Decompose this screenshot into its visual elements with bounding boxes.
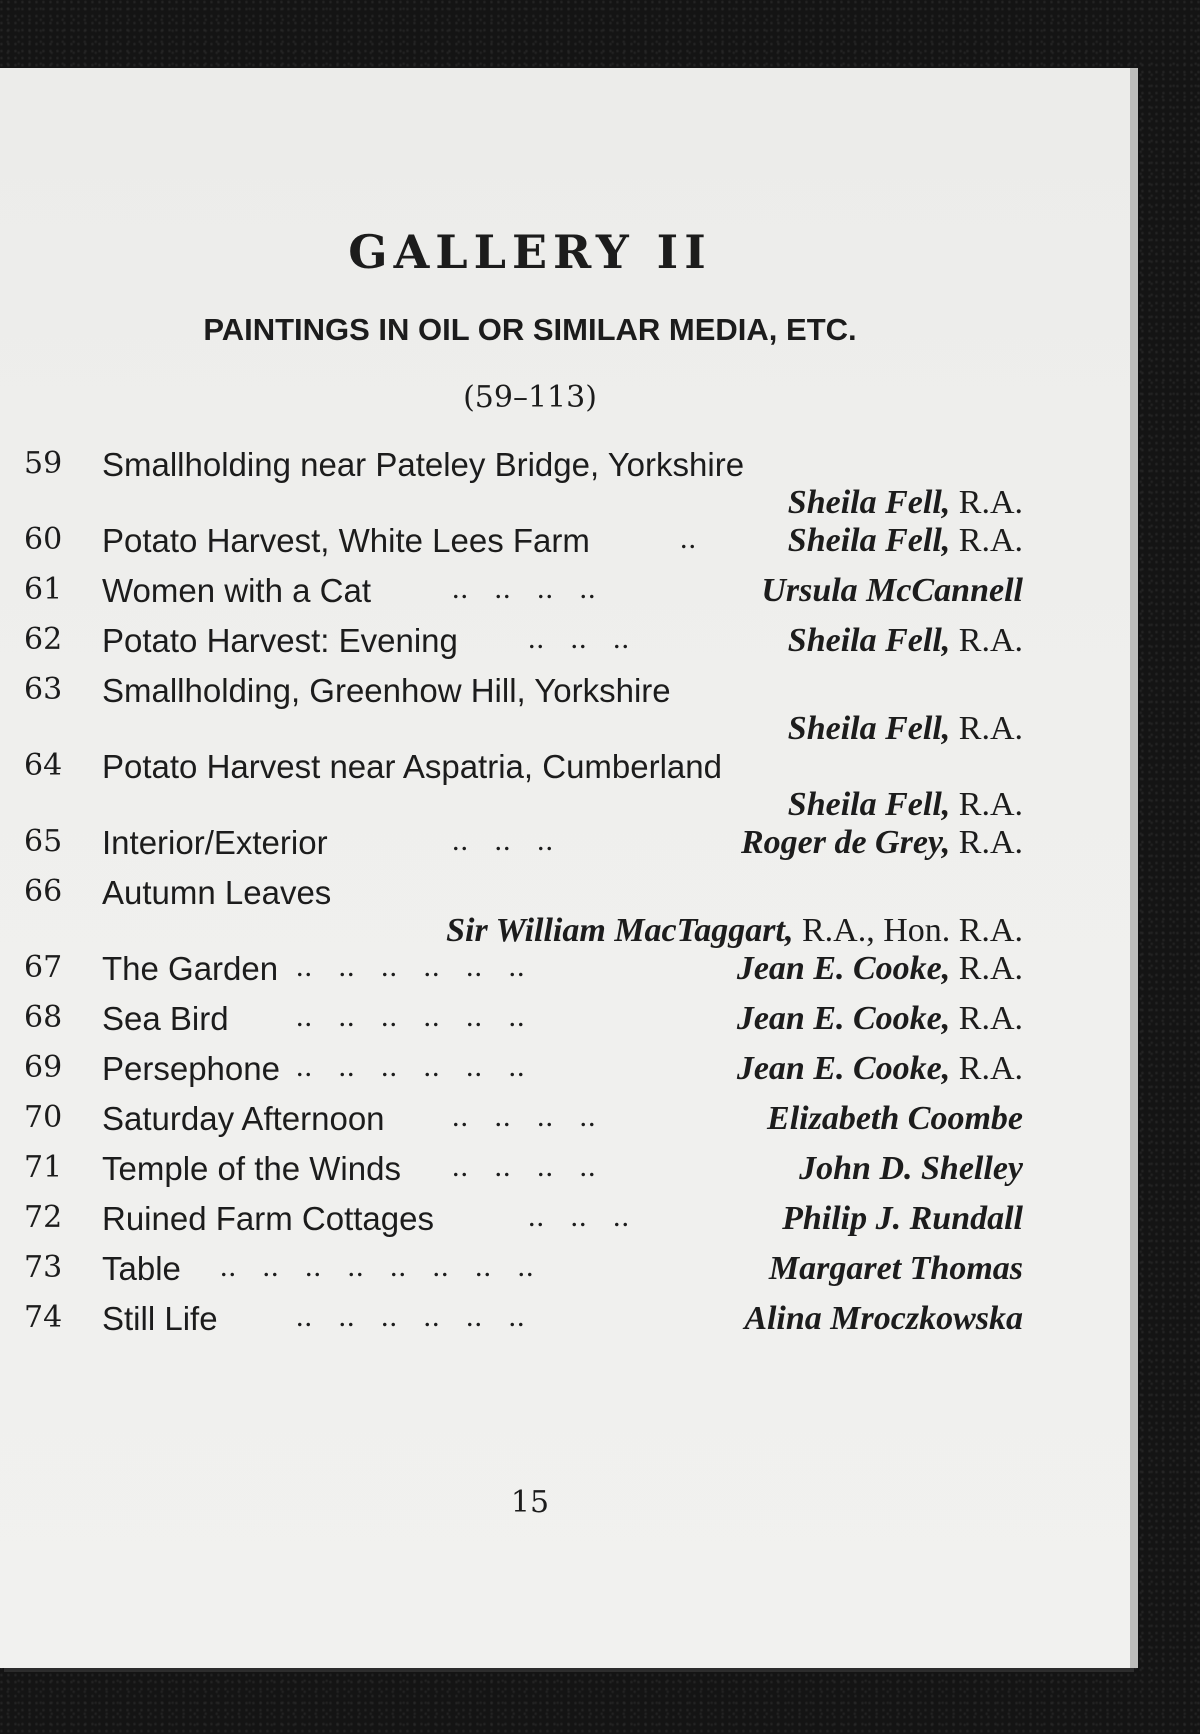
catalogue-entry xyxy=(0,1094,1130,1144)
entry-artist xyxy=(767,1100,1023,1138)
entry-number: 59 xyxy=(24,446,63,481)
artist-name: Philip J. Rundall xyxy=(782,1200,1023,1237)
entry-artist xyxy=(741,824,1023,862)
dot-leader: .. .. .. .. .. .. xyxy=(296,1300,526,1333)
entry-title: Smallholding near Pateley Bridge, Yorkshire xyxy=(102,446,745,483)
artist-name: Roger de Grey, xyxy=(740,824,951,861)
artist-name: Ursula McCannell xyxy=(761,572,1023,609)
entry-title: Interior/Exterior xyxy=(102,824,328,861)
dot-leader: .. .. .. .. xyxy=(452,572,597,605)
catalogue-entry xyxy=(0,440,1130,521)
entry-title: Smallholding, Greenhow Hill, Yorkshire xyxy=(102,672,671,709)
entry-artist xyxy=(744,1300,1023,1338)
artist-suffix: R.A. xyxy=(950,522,1023,559)
catalogue-entry xyxy=(0,516,1130,566)
catalogue-range: (59–113) xyxy=(463,380,597,415)
entry-artist xyxy=(788,622,1023,660)
entry-number: 68 xyxy=(24,1000,63,1035)
artist-name: Sheila Fell, xyxy=(787,484,951,521)
artist-name: Jean E. Cooke, xyxy=(736,1000,951,1037)
dot-leader: .. .. .. .. xyxy=(452,1150,597,1183)
artist-name: Sheila Fell, xyxy=(787,522,951,559)
entry-number: 64 xyxy=(24,748,63,783)
artist-suffix: R.A. xyxy=(950,710,1023,747)
catalogue-entry xyxy=(0,818,1130,868)
entry-title: The Garden xyxy=(102,950,279,987)
entry-title: Autumn Leaves xyxy=(102,874,332,911)
dot-leader: .. xyxy=(680,522,697,555)
catalogue-entry xyxy=(0,742,1130,823)
entry-title: Ruined Farm Cottages xyxy=(102,1200,434,1237)
catalogue-entry xyxy=(0,1044,1130,1094)
dot-leader: .. .. .. xyxy=(528,622,630,655)
entry-number: 60 xyxy=(24,522,63,557)
dot-leader: .. .. .. .. .. .. .. .. xyxy=(220,1250,535,1283)
artist-name: Elizabeth Coombe xyxy=(767,1100,1023,1137)
catalogue-entry xyxy=(0,666,1130,747)
artist-suffix: R.A. xyxy=(950,824,1023,861)
catalogue-entry xyxy=(0,1244,1130,1294)
entry-title: Women with a Cat xyxy=(102,572,371,609)
catalogue-entry xyxy=(0,994,1130,1044)
catalogue-entry xyxy=(0,868,1130,949)
entry-title: Still Life xyxy=(102,1300,218,1337)
entry-number: 62 xyxy=(24,622,63,657)
entry-number: 72 xyxy=(24,1200,63,1235)
entry-title: Table xyxy=(102,1250,181,1287)
artist-name: Jean E. Cooke, xyxy=(736,950,951,987)
entry-title: Potato Harvest near Aspatria, Cumberland xyxy=(102,748,722,785)
entry-artist xyxy=(737,1000,1023,1038)
artist-name: Margaret Thomas xyxy=(768,1250,1023,1287)
artist-name: Sir William MacTaggart, xyxy=(446,912,794,949)
catalogue-entry xyxy=(0,566,1130,616)
entry-title: Persephone xyxy=(102,1050,280,1087)
entry-artist xyxy=(769,1250,1023,1288)
artist-name: Alina Mroczkowska xyxy=(744,1300,1023,1337)
catalogue-entry xyxy=(0,1144,1130,1194)
entry-number: 67 xyxy=(24,950,63,985)
entry-artist xyxy=(788,522,1023,560)
dot-leader: .. .. .. .. .. .. xyxy=(296,1050,526,1083)
section-subtitle: PAINTINGS IN OIL OR SIMILAR MEDIA, ETC. xyxy=(203,312,857,347)
artist-name: Sheila Fell, xyxy=(787,786,951,823)
entry-number: 71 xyxy=(24,1150,63,1185)
entry-number: 63 xyxy=(24,672,63,707)
gallery-title: GALLERY II xyxy=(348,225,712,279)
dot-leader: .. .. .. .. .. .. xyxy=(296,950,526,983)
entry-number: 69 xyxy=(24,1050,63,1085)
entry-title: Potato Harvest: Evening xyxy=(102,622,458,659)
artist-suffix: R.A. xyxy=(950,1050,1023,1087)
artist-suffix: R.A. xyxy=(950,622,1023,659)
catalogue-entry xyxy=(0,944,1130,994)
entry-number: 66 xyxy=(24,874,63,909)
catalogue-entry xyxy=(0,616,1130,666)
artist-name: John D. Shelley xyxy=(799,1150,1023,1187)
entry-number: 65 xyxy=(24,824,63,859)
artist-name: Sheila Fell, xyxy=(787,622,951,659)
dot-leader: .. .. .. .. xyxy=(452,1100,597,1133)
entry-title: Sea Bird xyxy=(102,1000,229,1037)
artist-suffix: R.A. xyxy=(950,1000,1023,1037)
artist-name: Jean E. Cooke, xyxy=(736,1050,951,1087)
entry-title: Potato Harvest, White Lees Farm xyxy=(102,522,590,559)
entry-number: 61 xyxy=(24,572,63,607)
catalogue-entries xyxy=(0,440,1130,1344)
page-number: 15 xyxy=(510,1485,550,1520)
dot-leader: .. .. .. xyxy=(528,1200,630,1233)
page-edge xyxy=(1130,68,1138,1668)
artist-suffix: R.A., Hon. R.A. xyxy=(793,912,1023,949)
artist-suffix: R.A. xyxy=(950,950,1023,987)
entry-title: Saturday Afternoon xyxy=(102,1100,385,1137)
entry-number: 73 xyxy=(24,1250,63,1285)
entry-artist xyxy=(782,1200,1023,1238)
entry-title: Temple of the Winds xyxy=(102,1150,401,1187)
artist-suffix: R.A. xyxy=(950,786,1023,823)
dot-leader: .. .. .. xyxy=(452,824,554,857)
entry-artist xyxy=(761,572,1023,610)
entry-artist xyxy=(737,1050,1023,1088)
entry-number: 70 xyxy=(24,1100,63,1135)
catalogue-entry xyxy=(0,1294,1130,1344)
artist-suffix: R.A. xyxy=(950,484,1023,521)
catalogue-entry xyxy=(0,1194,1130,1244)
entry-artist xyxy=(737,950,1023,988)
entry-artist xyxy=(799,1150,1023,1188)
dot-leader: .. .. .. .. .. .. xyxy=(296,1000,526,1033)
entry-number: 74 xyxy=(24,1300,63,1335)
artist-name: Sheila Fell, xyxy=(787,710,951,747)
